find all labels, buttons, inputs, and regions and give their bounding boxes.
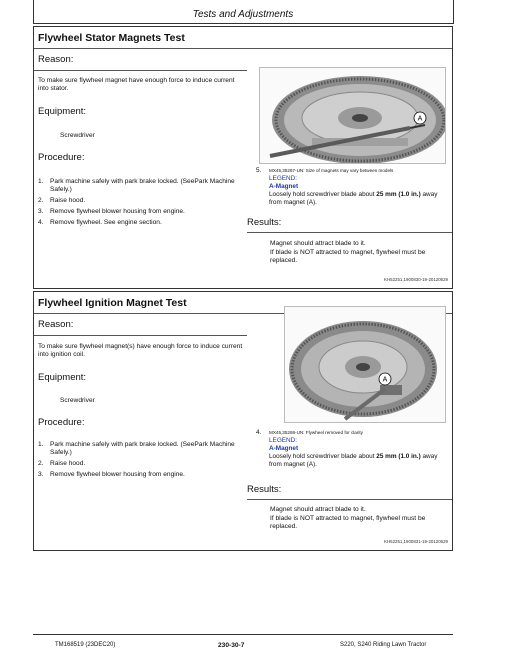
page-header: Tests and Adjustments [192, 9, 294, 20]
step-number: 1. [38, 441, 44, 448]
step-number: 2. [38, 460, 44, 467]
title-rule [34, 48, 452, 49]
instruction-text: Loosely hold screwdriver blade about 25 mm (1.0 in.) away from magnet (A). [269, 191, 438, 206]
procedure-steps [38, 441, 248, 482]
figure-caption-block [256, 429, 451, 469]
section-title: Flywheel Ignition Magnet Test [38, 297, 187, 309]
section-stator-test [33, 26, 453, 289]
step-item [38, 178, 248, 194]
procedure-heading: Procedure: [38, 417, 85, 428]
callout-a: A [417, 115, 423, 123]
procedure-steps [38, 178, 248, 230]
step-text: Remove flywheel blower housing from engine. [50, 208, 185, 215]
step-item [38, 441, 248, 457]
legend-heading: LEGEND: [269, 175, 298, 182]
legend-item: A-Magnet [269, 183, 299, 190]
figure-caption-block [256, 167, 451, 207]
header-rule [33, 23, 453, 24]
equipment-heading: Equipment: [38, 372, 87, 383]
section-title: Flywheel Stator Magnets Test [38, 32, 185, 44]
reason-heading: Reason: [38, 54, 74, 65]
step-number: 3. [38, 208, 44, 215]
legend-item: A-Magnet [269, 445, 299, 452]
figure-step-number: 4. [256, 429, 262, 436]
step-number: 3. [38, 471, 44, 478]
step-item [38, 197, 248, 205]
step-number: 4. [38, 219, 44, 226]
results-line-2: If blade is NOT attracted to magnet, flywheel must be replaced. [270, 514, 426, 530]
frame-right-line [453, 0, 454, 24]
flywheel-photo [259, 67, 446, 164]
step-item [38, 208, 248, 216]
step-number: 1. [38, 178, 44, 185]
figure-caption: MX45,35268-UN: Flywheel removed for clarity [269, 430, 363, 435]
document-id: KH52251,1900830-19-20120629 [384, 277, 448, 282]
results-rule [247, 499, 452, 500]
footer-rule [33, 634, 453, 635]
flywheel-photo [284, 306, 446, 423]
instruction-text: Loosely hold screwdriver blade about 25 mm (1.0 in.) away from magnet (A). [269, 453, 438, 468]
step-item [38, 219, 248, 227]
equipment-item: Screwdriver [60, 397, 95, 404]
document-id: KH52251,1900831-19-20120629 [384, 539, 448, 544]
legend-heading: LEGEND: [269, 437, 298, 444]
footer-page-number: 230-30-7 [218, 642, 245, 649]
procedure-heading: Procedure: [38, 152, 85, 163]
figure-step-number: 5. [256, 167, 262, 174]
callout-a: A [382, 376, 388, 384]
reason-text: To make sure flywheel magnet have enough force to induce current into stator. [38, 77, 235, 92]
reason-heading: Reason: [38, 319, 74, 330]
results-line-1: Magnet should attract blade to it. [270, 240, 366, 247]
footer-right: S220, S240 Riding Lawn Tractor [340, 642, 427, 648]
step-text: Remove flywheel blower housing from engine. [50, 471, 185, 478]
step-item [38, 471, 248, 479]
results-text [270, 506, 448, 532]
results-line-1: Magnet should attract blade to it. [270, 506, 366, 513]
results-line-2: If blade is NOT attracted to magnet, flywheel must be replaced. [270, 248, 426, 264]
reason-rule [34, 70, 247, 71]
results-text [270, 240, 448, 266]
footer-left: TM168519 (23DEC20) [55, 642, 116, 648]
step-number: 2. [38, 197, 44, 204]
results-heading: Results: [247, 217, 282, 228]
step-text: Raise hood. [50, 197, 86, 204]
step-text: Park machine safely with park brake locked. (SeePark Machine Safely.) [50, 178, 235, 193]
figure-caption: MX45,35267-UN: Size of magnets may vary between models [269, 168, 394, 173]
results-rule [247, 232, 452, 233]
equipment-heading: Equipment: [38, 106, 87, 117]
section-ignition-test [33, 291, 453, 551]
step-text: Park machine safely with park brake locked. (SeePark Machine Safely.) [50, 441, 235, 456]
results-heading: Results: [247, 484, 282, 495]
reason-text: To make sure flywheel magnet(s) have enough force to induce current into ignition coil. [38, 343, 243, 358]
reason-rule [34, 335, 247, 336]
step-text: Raise hood. [50, 460, 86, 467]
step-item [38, 460, 248, 468]
equipment-item: Screwdriver [60, 132, 95, 139]
step-text: Remove flywheel. See engine section. [50, 219, 162, 226]
